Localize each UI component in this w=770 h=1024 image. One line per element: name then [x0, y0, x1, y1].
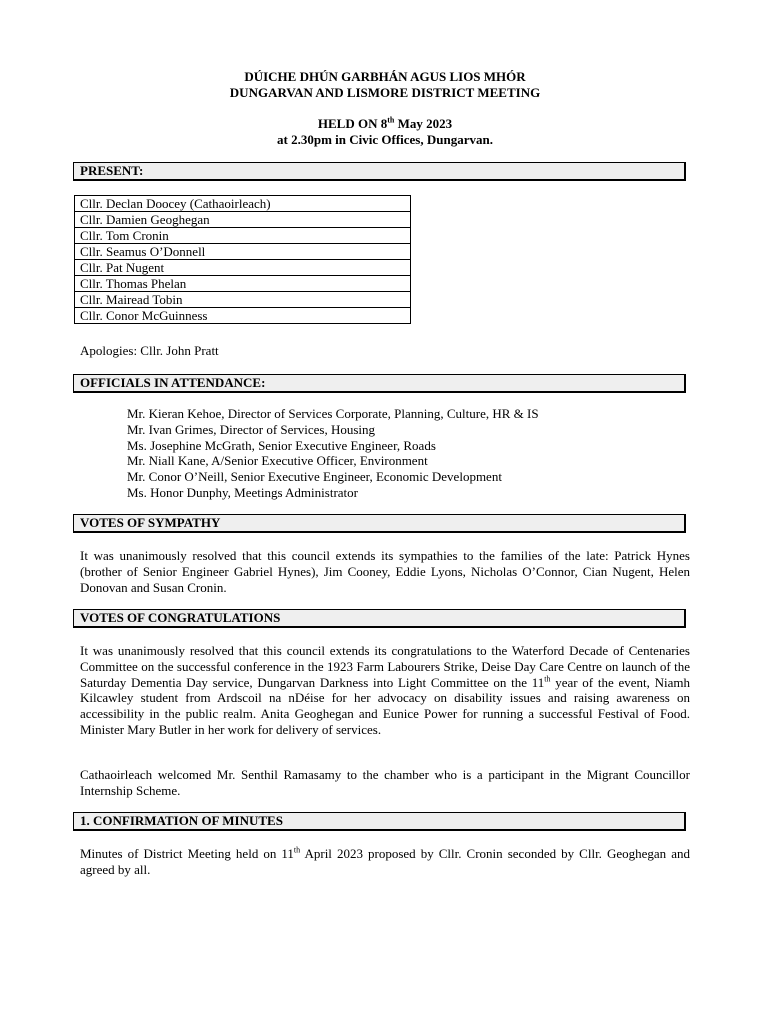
- list-item: Mr. Kieran Kehoe, Director of Services Corporate, Planning, Culture, HR & IS: [127, 406, 539, 421]
- list-item: Ms. Josephine McGrath, Senior Executive Engineer, Roads: [127, 437, 436, 453]
- table-row: [75, 308, 411, 324]
- sympathy-text: It was unanimously resolved that this council extends its sympathies to the families of the late: Patrick Hynes (brother of Senior Engineer Gabriel Hynes), Jim Cooney, Eddie Lyons, Nicholas O’Connor, Cian Nugent, Helen Donovan and Susan Cronin.: [80, 548, 690, 595]
- minutes-heading: 1. CONFIRMATION OF MINUTES: [73, 812, 686, 831]
- meeting-location: at 2.30pm in Civic Offices, Dungarvan.: [277, 132, 493, 147]
- member-name: Cllr. Seamus O’Donnell: [75, 244, 411, 260]
- welcome-text: Cathaoirleach welcomed Mr. Senthil Ramasamy to the chamber who is a participant in the Migrant Councillor Internship Scheme.: [80, 767, 690, 798]
- table-row: [75, 260, 411, 276]
- table-row: [75, 244, 411, 260]
- member-name: Cllr. Pat Nugent: [75, 260, 411, 276]
- congratulations-text: It was unanimously resolved that this council extends its congratulations to the Waterford Decade of Centenaries Committee on the successful conference in the 1923 Farm Labourers Strike, Deise Day Care Centre on launch of the Saturday Dementia Day service, Dungarvan Darkness into Light Committee on the 11th year of the event, Niamh Kilcawley student from Ardscoil na nDéise for her advocacy on disability issues and raising awareness on accessibility in the public realm. Anita Geoghegan and Eunice Power for running a successful Festival of Food. Minister Mary Butler in her work for delivery of services.: [80, 643, 690, 737]
- list-item: Ms. Honor Dunphy, Meetings Administrator: [127, 484, 358, 500]
- sympathy-heading: VOTES OF SYMPATHY: [73, 514, 686, 533]
- list-item: Mr. Conor O’Neill, Senior Executive Engineer, Economic Development: [127, 469, 502, 485]
- table-row: [75, 196, 411, 212]
- member-name: Cllr. Declan Doocey (Cathaoirleach): [75, 196, 411, 212]
- list-item: Mr. Ivan Grimes, Director of Services, Housing: [127, 421, 376, 437]
- table-row: [75, 276, 411, 292]
- officials-heading: OFFICIALS IN ATTENDANCE:: [73, 374, 686, 393]
- title-english: DUNGARVAN AND LISMORE DISTRICT MEETING: [229, 85, 541, 100]
- title-irish: DÚICHE DHÚN GARBHÁN AGUS LIOS MHÓR: [244, 69, 526, 84]
- member-name: Cllr. Conor McGuinness: [75, 308, 411, 324]
- list-item: Mr. Niall Kane, A/Senior Executive Officer, Environment: [127, 453, 428, 469]
- present-heading: PRESENT:: [73, 162, 686, 181]
- meeting-date: HELD ON 8th May 2023: [317, 115, 453, 131]
- apologies: Apologies: Cllr. John Pratt: [80, 343, 219, 358]
- member-name: Cllr. Tom Cronin: [75, 228, 411, 244]
- table-row: [75, 292, 411, 308]
- table-row: [75, 212, 411, 228]
- present-members-table: [74, 195, 411, 324]
- congratulations-heading: VOTES OF CONGRATULATIONS: [73, 609, 686, 628]
- officials-list: [127, 406, 539, 501]
- minutes-text: Minutes of District Meeting held on 11th April 2023 proposed by Cllr. Cronin seconded by Cllr. Geoghegan and agreed by all.: [80, 845, 690, 877]
- member-name: Cllr. Mairead Tobin: [75, 292, 411, 308]
- member-name: Cllr. Damien Geoghegan: [75, 212, 411, 228]
- member-name: Cllr. Thomas Phelan: [75, 276, 411, 292]
- table-row: [75, 228, 411, 244]
